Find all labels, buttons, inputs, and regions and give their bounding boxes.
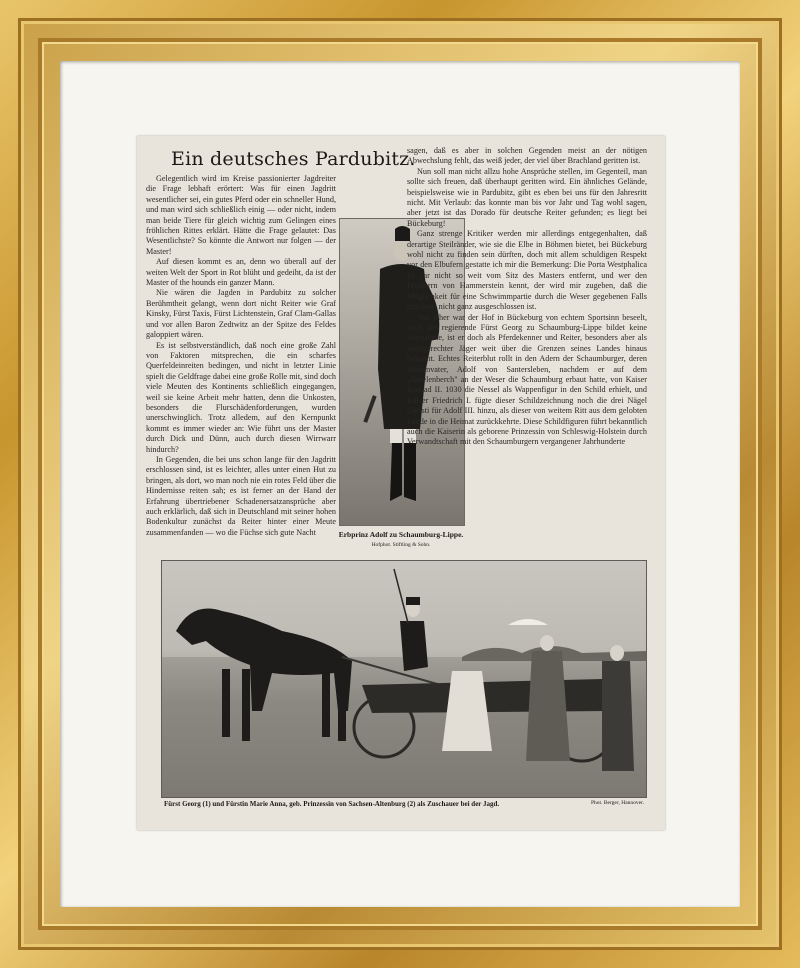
paragraph: sagen, daß es aber in solchen Gegenden meist an der nötigen Abwechslung fehlt, das weiß jeder, der viel über Brachland geritten ist. (407, 146, 647, 166)
article-title: Ein deutsches Pardubitz. (171, 148, 416, 170)
paragraph: Gelegentlich wird im Kreise passionierter Jagdreiter die Frage lebhaft erörtert: Was für einen Jagdritt wesentlicher sei, ein gutes Pferd oder ein schneller Hund, und man wird sich schließlich einig — oder nicht, indem man beide Tiere für gleich wichtig zum Gelingen eines fröhlichen Rittes erklärt. Hätte die Frage gelautet: Das Wesentlichste? So könnte die Antwort nur folgen — der Master! (146, 174, 336, 256)
text-column-right (407, 146, 647, 554)
portrait-caption-text: Erbprinz Adolf zu Schaumburg-Lippe. (338, 530, 464, 539)
paragraph: Ganz strenge Kritiker werden mir allerdings entgegenhalten, daß derartige Steilränder, wie sie die Elbe in Böhmen bietet, bei Bückeburg wohl nicht zu finden sein dürften, doch mit allem schuldigen Respekt vor den Elbufern gestatte ich mir die Bemerkung: Die Porta Westphalica ist gar nicht so weit vom Sitz des Masters entfernt, und wer den Freiherrn von Hammerstein kennt, der wird mir zugeben, daß die Möglichkeit für eine Schwimmpartie durch die Weser gegebenen Falls durchaus nicht ganz ausgeschlossen ist. (407, 229, 647, 312)
text-column-left (146, 174, 336, 564)
carriage-caption (164, 800, 644, 808)
carriage-scene-illustration (162, 561, 646, 797)
carriage-caption-text: Fürst Georg (1) und Fürstin Marie Anna, geb. Prinzessin von Sachsen-Altenburg (2) als Zuschauer bei der Jagd. (164, 800, 500, 808)
carriage-photo (161, 560, 647, 798)
paragraph: Es ist selbstverständlich, daß noch eine große Zahl von Faktoren mitsprechen, die ein scharfes Querfeldeinreiten bedingen, und nicht in letzter Linie spielt die Geldfrage dabei eine große Rolle mit, sind doch viele Meuten des Kontinents schließlich eingegangen, weil sie keine Arbeit mehr hatten, denn die Unkosten, besonders die Flurschädenforderungen, wurden unerschwinglich. Trotz alledem, auf den Kernpunkt kommt es immer wieder an: Wie führt uns der Master durch Dick und Dünn, auch durch diesen Wirrwarr hindurch? (146, 340, 336, 454)
paragraph: In Gegenden, die bei uns schon lange für den Jagdritt erschlossen sind, ist es leichter, alles unter einen Hut zu bringen, als dort, wo man noch nie ein rotes Feld über die Hindernisse reiten sah; es ist ferner an der Hand der Erfahrung übertriebener Schadenersatzansprüche aber auch erklärlich, daß sich in Deutschland mit seiner hohen Bodenkultur zunächst da Reiter hinter einer Meute zusammenfanden — wo die Füchse sich gute Nacht (146, 454, 336, 537)
magazine-page (137, 136, 665, 830)
paragraph: Von jeher war der Hof in Bückeburg von echtem Sportsinn beseelt, auch der regierende Fürst Georg zu Schaumburg-Lippe bildet keine Ausnahme, ist er doch als Pferdekenner und Reiter, besonders aber als weidgerechter Jäger weit über die Grenzen seines Landes hinaus bekannt. Echtes Reiterblut rollt in den Adern der Schaumburger, deren Stammvater, Adolf von Santersleben, nachdem er auf dem „Netelenberch" an der Weser die Schaumburg erbaut hatte, von Kaiser Konrad II. 1030 die Nessel als Wappenfigur in den Schild erhielt, und Kaiser Friedrich I. fügte dieser Schildzeichnung noch die drei Nägel Christi für Adolf III. hinzu, als dieser von weitem Ritt aus dem gelobten Lande in die Heimat zurückkehrte. Diese Schildfiguren führt bekanntlich auch die Kaiserin als geborene Prinzessin von Schleswig-Holstein durch Verwandtschaft mit den Schaumburgern vergangener Jahrhunderte (407, 312, 647, 447)
carriage-credit: Phot. Berger, Hannover. (591, 800, 644, 806)
paragraph: Nie wären die Jagden in Pardubitz zu solcher Berühmtheit gelangt, wenn dort nicht Reiter wie Graf Kinsky, Fürst Taxis, Fürst Lichtenstein, Graf Clam-Gallas und vor allen Baron Zedtwitz an der Spitze des Feldes galoppiert wären. (146, 288, 336, 340)
portrait-credit: Hofphot. Stiftling & Sohn. (371, 542, 431, 548)
paragraph: Auf diesen kommt es an, denn wo überall auf der weiten Welt der Sport in Rot blüht und gedeiht, da ist der Master of the hounds ein ganzer Mann. (146, 257, 336, 288)
paragraph: Nun soll man nicht allzu hohe Ansprüche stellen, im Gegenteil, man sollte sich freuen, daß überhaupt geritten wird. Ein ähnliches Gelände, beispielsweise wie in Pardubitz, gibt es eben bei uns für den Jahresritt nicht. Mit Verlaub: das konnte man bis vor Jahr und Tag wohl sagen, aber jetzt ist das Dorado für deutsche Reiter gefunden; es liegt bei Bückeburg! (407, 166, 647, 228)
